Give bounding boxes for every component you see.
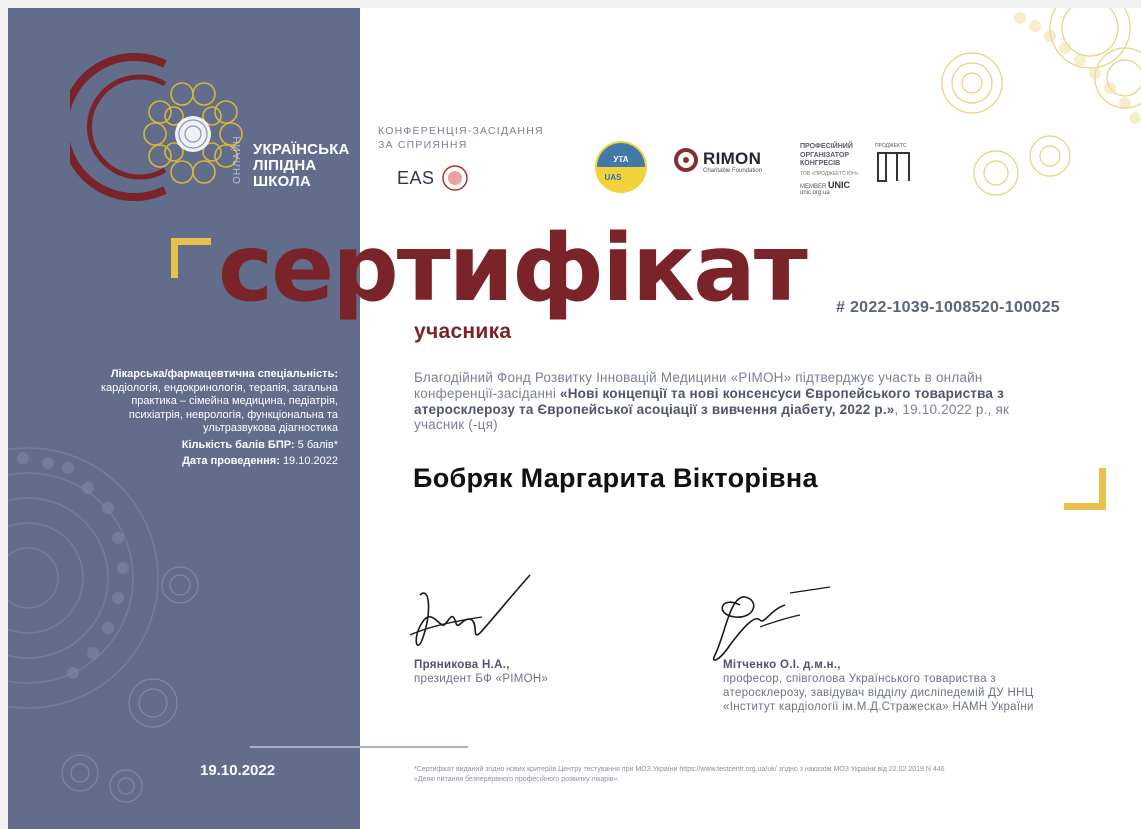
footnote: [414, 765, 1114, 785]
signer-2-role-line-3: «Інститут кардіології ім.М.Д.Стражеска» НАМН України: [723, 701, 1034, 713]
signer-2-role-line-2: атеросклерозу, завідувач відділу дисліпедемій ДУ ННЦ: [723, 687, 1034, 699]
conference-label: [378, 124, 544, 152]
corner-bracket-bottom-right: [1064, 468, 1106, 510]
prof-line-3: КОНГРЕСІВ: [800, 160, 841, 167]
certificate-number: # 2022-1039-1008520-100025: [836, 299, 1060, 316]
logo-line-2: ЛІПІДНА: [253, 157, 317, 174]
date-value: 19.10.2022: [282, 455, 338, 467]
signer-2-role-line-1: професор, співголова Українського товариства з: [723, 673, 996, 685]
rimon-logo-subtitle: Charitable Foundation: [703, 168, 763, 174]
decorative-flower-pattern: [920, 8, 1141, 223]
signer-2-block: [723, 658, 1034, 714]
signer-1-block: [414, 658, 548, 686]
logo-online-label: ОНЛАЙН: [232, 135, 243, 184]
professional-organizer-label: [800, 143, 853, 169]
rimon-logo-icon: [674, 148, 698, 172]
recipient-name: Бобряк Маргарита Вікторівна: [413, 463, 818, 493]
conference-label-line-2: ЗА СПРИЯННЯ: [378, 139, 468, 151]
projects-un-text: ПРОДЖЕКТС: [875, 143, 907, 149]
logo-line-1: УКРАЇНСЬКА: [253, 141, 350, 158]
points-value: 5 балів*: [297, 438, 338, 451]
specialty-label: Лікарська/фармацевтична спеціальність:: [110, 368, 338, 380]
signer-1-name: Пряникова Н.А.,: [414, 659, 510, 671]
signature-pryanykova: [402, 565, 537, 670]
unic-site: unic.org.ua: [800, 190, 830, 196]
prof-organizer-company: ТОВ «ПРОДЖЕКТС ЮН»: [800, 171, 859, 177]
uas-logo: [591, 138, 651, 196]
page-frame-top: [0, 0, 1141, 8]
points-label: Кількість балів БПР:: [181, 438, 295, 451]
body-text-outro: , 19.10.2022 р., як учасник (-ця): [414, 401, 1010, 433]
projects-un-logo: [875, 143, 917, 185]
issue-date: 19.10.2022: [200, 762, 276, 779]
footnote-line-1: *Сертифікат виданий згідно нових критеріїв Центру тестування при МОЗ України https://www.testcentr.org.ua/uk/ згідно з наказом МОЗ України від 22.02.2019 N 446: [414, 766, 945, 773]
certificate-subtitle: учасника: [414, 320, 512, 343]
body-text-conference-title: «Нові концепції та нові консенсуси Європейського товариства з атеросклерозу та Європейської асоціації з вивчення діабету, 2022 р.»: [414, 385, 1004, 417]
bottom-divider: [250, 746, 468, 748]
conference-label-line-1: КОНФЕРЕНЦІЯ-ЗАСІДАННЯ: [378, 125, 544, 137]
logo-line-3: ШКОЛА: [253, 173, 311, 190]
signature-mitchenko: [700, 575, 835, 670]
date-label: Дата проведення:: [182, 455, 280, 467]
certificate-title: сертифікат: [218, 214, 806, 322]
corner-bracket-top-left: [171, 238, 211, 278]
projects-un-icon: [875, 143, 917, 185]
unic-member-label: MEMBER: [800, 184, 827, 190]
footnote-line-2: «Деякі питання безперервного професійного розвитку лікарів».: [414, 776, 620, 783]
uas-top-label: УТА: [613, 155, 629, 164]
eas-seal-icon: [440, 164, 470, 192]
unic-logo-text: UNIC: [828, 180, 851, 190]
eas-logo-text: EAS: [397, 168, 435, 188]
prof-line-1: ПРОФЕСІЙНИЙ: [800, 143, 853, 150]
uas-bottom-label: UAS: [604, 173, 622, 182]
signer-2-name: Мітченко О.І. д.м.н.,: [723, 659, 841, 671]
specialty-value: кардіологія, ендокринологія, терапія, загальна практика – сімейна медицина, педіатрія, психіатрія, неврологія, функціональна та ультразвукова діагностика: [100, 381, 338, 434]
certificate-body-text: [414, 370, 1054, 433]
rimon-logo-text: RIMON: [703, 149, 762, 168]
sidebar-panel: [8, 8, 360, 829]
signer-1-role: президент БФ «РІМОН»: [414, 673, 549, 685]
page-frame-left: [0, 0, 8, 829]
body-text-intro: Благодійний Фонд Розвитку Інновацій Медицини «РІМОН» підтверджує участь в онлайн конференції-засіданні: [414, 370, 983, 401]
unic-member-badge: [800, 180, 850, 196]
prof-line-2: ОРГАНІЗАТОР: [800, 151, 850, 159]
